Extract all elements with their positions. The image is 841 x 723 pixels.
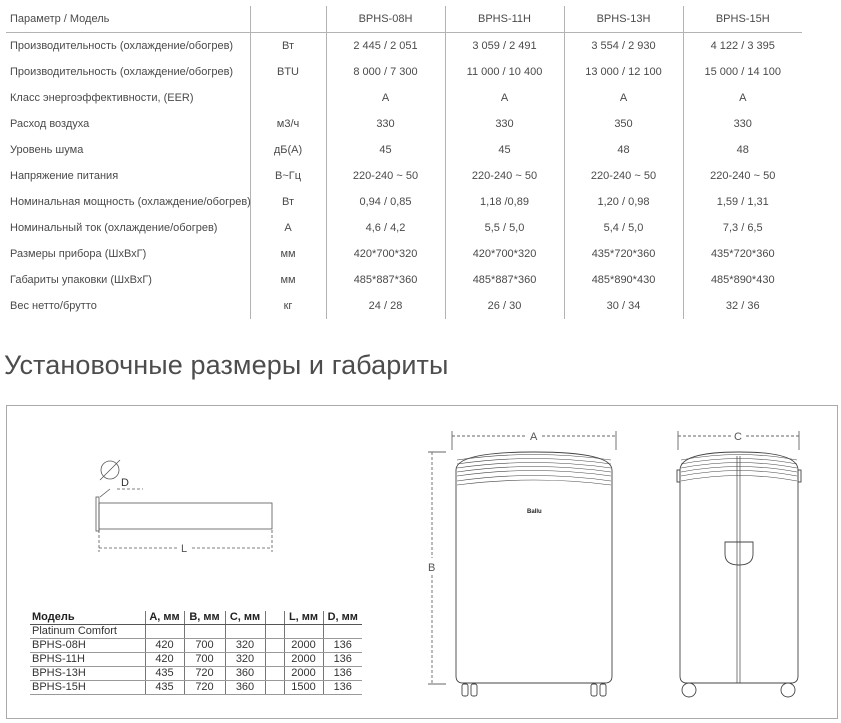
spec-value-cell: A [326, 85, 445, 111]
spec-value-cell: 485*890*430 [710, 274, 775, 286]
dimensions-value-cell: 320 [225, 653, 265, 667]
empty-cell [284, 625, 323, 639]
spec-value-cell: A [445, 85, 564, 111]
spec-value-cell: 435*720*360 [710, 248, 775, 260]
front-grille-line [457, 480, 611, 485]
spec-parameter-cell: Уровень шума [6, 137, 250, 163]
spec-parameter-cell: Производительность (охлаждение/обогрев) [6, 33, 250, 60]
spec-value-cell: 5,5 / 5,0 [445, 215, 564, 241]
spec-value-cell: 220-240 ~ 50 [710, 170, 776, 182]
spec-value-cell: 26 / 30 [445, 293, 564, 319]
dimensions-gap-cell [265, 639, 284, 653]
front-grille-line [457, 463, 611, 469]
spec-unit-cell: кг [250, 293, 326, 319]
hose-body [99, 503, 272, 529]
spec-value-cell: 4 122 / 3 395 [710, 40, 775, 52]
spec-value-cell: 485*887*360 [326, 267, 445, 293]
spec-unit-cell: А [250, 215, 326, 241]
dimensions-header-a: A, мм [145, 611, 184, 625]
section-title: Установочные размеры и габариты [4, 350, 449, 380]
front-grille-line [457, 467, 611, 473]
spec-value-cell: 485*887*360 [445, 267, 564, 293]
spec-value-cell: 11 000 / 10 400 [445, 59, 564, 85]
spec-value-cell: 330 [326, 111, 445, 137]
empty-cell [323, 625, 362, 639]
spec-value-cell: 8 000 / 7 300 [326, 59, 445, 85]
spec-value-cell: 32 / 36 [725, 300, 760, 312]
front-wheel [600, 684, 606, 696]
dimensions-value-cell: 360 [225, 681, 265, 695]
width-label: A [530, 431, 538, 443]
side-wheel [781, 683, 795, 697]
dimensions-value-cell: 136 [323, 681, 362, 695]
dimensions-header-c: C, мм [225, 611, 265, 625]
spec-value-cell: A [739, 92, 747, 104]
spec-parameter-cell: Размеры прибора (ШхВхГ) [6, 241, 250, 267]
spec-unit-cell: BTU [250, 59, 326, 85]
dimensions-row [30, 653, 362, 667]
spec-value-cell: 1,18 /0,89 [445, 189, 564, 215]
dimensions-value-cell: 700 [184, 653, 225, 667]
spec-parameter-cell: Расход воздуха [6, 111, 250, 137]
dimensions-value-cell: 136 [323, 653, 362, 667]
dimensions-row [30, 639, 362, 653]
side-grille-line [681, 463, 797, 469]
spec-value-cell: 220-240 ~ 50 [445, 163, 564, 189]
spec-value-cell: 3 059 / 2 491 [445, 33, 564, 60]
diameter-label: D [121, 477, 129, 489]
spec-header-cell: BPHS-13H [564, 6, 683, 33]
spec-value-cell: 45 [326, 137, 445, 163]
spec-value-cell: 330 [733, 118, 752, 130]
brand-logo: Ballu [527, 509, 542, 515]
spec-value-cell: 48 [736, 144, 749, 156]
spec-unit-cell: мм [250, 241, 326, 267]
empty-cell [145, 625, 184, 639]
spec-value-cell: 2 445 / 2 051 [326, 33, 445, 60]
spec-value-cell: 30 / 34 [564, 293, 683, 319]
spec-value-cell: 220-240 ~ 50 [326, 163, 445, 189]
spec-value-cell: 24 / 28 [326, 293, 445, 319]
spec-unit-cell: Вт [250, 189, 326, 215]
front-wheel [591, 684, 597, 696]
diameter-symbol-slash [100, 460, 120, 480]
spec-parameter-cell: Номинальный ток (охлаждение/обогрев) [6, 215, 250, 241]
dimensions-header-l: L, мм [284, 611, 323, 625]
dimensions-model-cell: BPHS-15H [30, 681, 145, 695]
spec-value-cell: A [564, 85, 683, 111]
spec-value-cell: 0,94 / 0,85 [326, 189, 445, 215]
spec-value-cell: 485*890*430 [564, 267, 683, 293]
height-label: B [428, 562, 436, 574]
spec-value-cell: 48 [564, 137, 683, 163]
dimensions-value-cell: 320 [225, 639, 265, 653]
diameter-leader-line [100, 489, 110, 497]
spec-unit-cell: Вт [250, 33, 326, 60]
dimensions-value-cell: 420 [145, 639, 184, 653]
front-wheel [471, 684, 477, 696]
spec-value-cell: 220-240 ~ 50 [564, 163, 683, 189]
spec-parameter-cell: Вес нетто/брутто [6, 293, 250, 319]
dimensions-model-cell: BPHS-08H [30, 639, 145, 653]
front-body-outline [456, 452, 612, 683]
dimensions-value-cell: 360 [225, 667, 265, 681]
spec-unit-cell: мм [250, 267, 326, 293]
spec-value-cell: 1,20 / 0,98 [564, 189, 683, 215]
dimensions-row [30, 681, 362, 695]
spec-unit-cell: м3/ч [250, 111, 326, 137]
spec-unit-cell: В~Гц [250, 163, 326, 189]
side-grille-line [681, 459, 797, 465]
dimensions-value-cell: 720 [184, 681, 225, 695]
front-wheel [462, 684, 468, 696]
spec-value-cell: 4,6 / 4,2 [326, 215, 445, 241]
spec-value-cell: 435*720*360 [564, 241, 683, 267]
dimensions-value-cell: 720 [184, 667, 225, 681]
spec-parameter-cell: Габариты упаковки (ШхВхГ) [6, 267, 250, 293]
spec-parameter-cell: Производительность (охлаждение/обогрев) [6, 59, 250, 85]
spec-value-cell: 330 [445, 111, 564, 137]
dimensions-value-cell: 1500 [284, 681, 323, 695]
spec-value-cell: 13 000 / 12 100 [564, 59, 683, 85]
depth-label: C [734, 431, 742, 443]
dimensions-header-row [30, 611, 362, 625]
spec-value-cell: 420*700*320 [326, 241, 445, 267]
dimensions-gap-cell [265, 625, 284, 639]
dimensions-model-cell: BPHS-11H [30, 653, 145, 667]
dimensions-series-row [30, 625, 362, 639]
empty-cell [225, 625, 265, 639]
length-label: L [181, 543, 188, 555]
side-handle [725, 542, 753, 565]
spec-parameter-cell: Номинальная мощность (охлаждение/обогрев) [6, 189, 250, 215]
side-view [677, 431, 801, 697]
dimensions-series-name: Platinum Comfort [30, 625, 145, 639]
spec-value-cell: 7,3 / 6,5 [722, 222, 763, 234]
empty-cell [184, 625, 225, 639]
dimensions-value-cell: 136 [323, 639, 362, 653]
spec-unit-cell: дБ(А) [250, 137, 326, 163]
spec-header-cell: Параметр / Модель [6, 6, 250, 33]
side-wheel [682, 683, 696, 697]
side-grille-line [681, 471, 797, 477]
dimensions-gap-cell [265, 653, 284, 667]
spec-parameter-cell: Класс энергоэффективности, (EER) [6, 85, 250, 111]
dimensions-value-cell: 2000 [284, 653, 323, 667]
spec-value-cell: 3 554 / 2 930 [564, 33, 683, 60]
spec-value-cell: 1,59 / 1,31 [716, 196, 769, 208]
spec-value-cell: 350 [564, 111, 683, 137]
spec-value-cell: 420*700*320 [445, 241, 564, 267]
dimensions-value-cell: 700 [184, 639, 225, 653]
spec-header-cell: BPHS-11H [445, 6, 564, 33]
side-body-outline [680, 452, 798, 683]
dimensions-row [30, 667, 362, 681]
dimensions-value-cell: 420 [145, 653, 184, 667]
side-grille-line [681, 467, 797, 473]
dimensions-model-cell: BPHS-13H [30, 667, 145, 681]
front-grille-line [457, 459, 611, 465]
dimensions-gap-cell [265, 681, 284, 695]
dimensions-header-b: B, мм [184, 611, 225, 625]
dimensions-value-cell: 2000 [284, 667, 323, 681]
dimensions-header-model: Модель [30, 611, 145, 625]
side-grille-line [681, 476, 797, 482]
spec-value-cell: 5,4 / 5,0 [564, 215, 683, 241]
dimensions-header-d: D, мм [323, 611, 362, 625]
spec-value-cell: 15 000 / 14 100 [704, 66, 781, 78]
spec-value-cell: 45 [445, 137, 564, 163]
dimensions-value-cell: 435 [145, 667, 184, 681]
spec-parameter-cell: Напряжение питания [6, 163, 250, 189]
dimensions-value-cell: 136 [323, 667, 362, 681]
front-view [428, 431, 616, 696]
dimensions-table [30, 611, 362, 695]
hose-flange [96, 497, 99, 531]
hose-drawing [96, 460, 272, 552]
front-grille-line [457, 471, 611, 477]
dimensions-gap-cell [265, 611, 284, 625]
spec-header-cell: BPHS-15H [683, 6, 802, 33]
dimensions-gap-cell [265, 667, 284, 681]
dimensions-value-cell: 435 [145, 681, 184, 695]
spec-header-cell: BPHS-08H [326, 6, 445, 33]
dimensions-value-cell: 2000 [284, 639, 323, 653]
